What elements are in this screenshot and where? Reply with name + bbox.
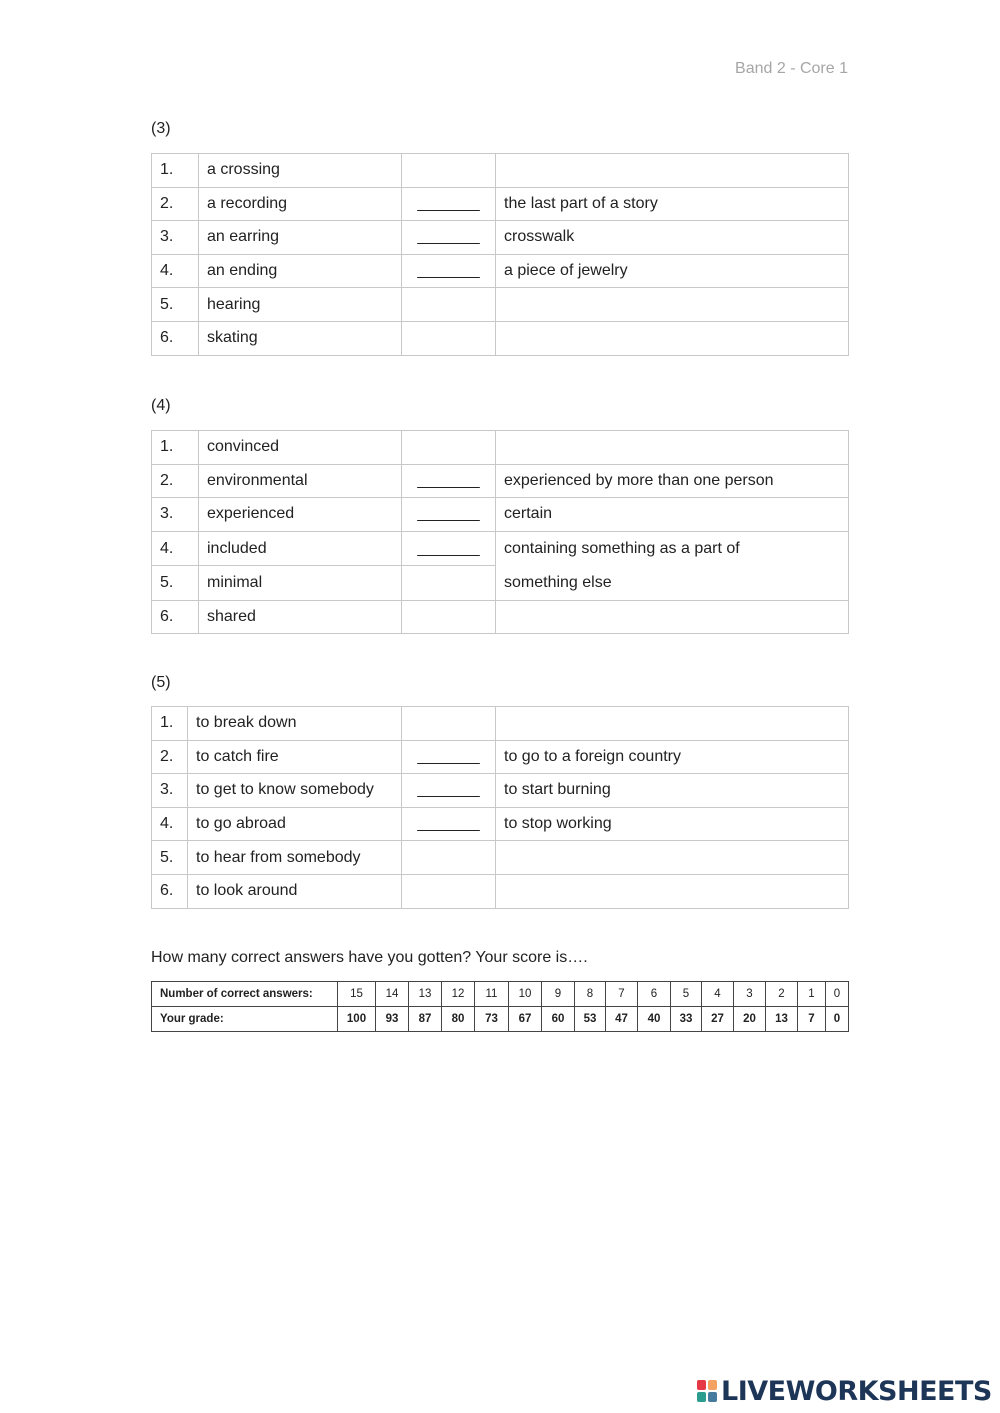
answer-blank[interactable]: _______	[402, 498, 496, 532]
section-5-label: (5)	[151, 674, 171, 691]
score-answers-row	[152, 982, 849, 1007]
answer-blank[interactable]: _______	[402, 187, 496, 221]
answer-count-cell: 11	[475, 982, 509, 1007]
answer-count-cell: 1	[798, 982, 826, 1007]
item-word: shared	[199, 600, 402, 634]
answer-blank[interactable]	[402, 600, 496, 634]
liveworksheets-logo-text: LIVEWORKSHEETS	[721, 1376, 992, 1407]
answer-count-cell: 15	[338, 982, 376, 1007]
grade-cell: 67	[509, 1007, 542, 1032]
section-4-label: (4)	[151, 397, 171, 414]
item-definition: to start burning	[496, 774, 849, 808]
answer-blank[interactable]: _______	[402, 774, 496, 808]
grade-cell: 60	[542, 1007, 575, 1032]
grade-cell: 33	[671, 1007, 702, 1032]
item-definition	[496, 321, 849, 355]
grade-cell: 20	[734, 1007, 766, 1032]
item-definition: a piece of jewelry	[496, 254, 849, 288]
table-row	[152, 600, 849, 634]
page-header: Band 2 - Core 1	[735, 60, 848, 77]
table-row	[152, 774, 849, 808]
table-row	[152, 321, 849, 355]
grade-cell: 0	[826, 1007, 849, 1032]
grade-cell: 80	[442, 1007, 475, 1032]
table-row	[152, 531, 849, 566]
grade-cell: 7	[798, 1007, 826, 1032]
grades-label: Your grade:	[152, 1007, 338, 1032]
table-row	[152, 431, 849, 465]
item-number: 1.	[152, 707, 188, 741]
item-definition-line: something else	[504, 573, 612, 591]
answer-count-cell: 14	[376, 982, 409, 1007]
item-number: 4.	[152, 254, 199, 288]
section-3-label: (3)	[151, 120, 171, 137]
answer-count-cell: 8	[575, 982, 606, 1007]
matching-table-5	[151, 706, 849, 909]
table-row	[152, 874, 849, 908]
table-row	[152, 841, 849, 875]
item-number: 1.	[152, 154, 199, 188]
item-definition	[496, 154, 849, 188]
table-row	[152, 740, 849, 774]
grade-cell: 87	[409, 1007, 442, 1032]
grade-cell: 53	[575, 1007, 606, 1032]
item-number: 6.	[152, 874, 188, 908]
item-word: an ending	[199, 254, 402, 288]
answer-count-cell: 3	[734, 982, 766, 1007]
matching-table-3	[151, 153, 849, 356]
item-number: 6.	[152, 321, 199, 355]
item-number: 3.	[152, 221, 199, 255]
item-word: minimal	[199, 566, 402, 601]
score-grades-row	[152, 1007, 849, 1032]
answer-blank[interactable]: _______	[402, 221, 496, 255]
answer-blank[interactable]	[402, 431, 496, 465]
answer-blank[interactable]: _______	[402, 807, 496, 841]
answer-count-cell: 12	[442, 982, 475, 1007]
item-word: experienced	[199, 498, 402, 532]
item-definition: crosswalk	[496, 221, 849, 255]
table-row	[152, 498, 849, 532]
answer-count-cell: 4	[702, 982, 734, 1007]
grade-cell: 47	[606, 1007, 638, 1032]
item-definition	[496, 874, 849, 908]
answer-blank[interactable]: _______	[402, 531, 496, 566]
table-row	[152, 254, 849, 288]
item-number: 5.	[152, 841, 188, 875]
answer-blank[interactable]	[402, 841, 496, 875]
item-definition: experienced by more than one person	[496, 464, 849, 498]
item-number: 3.	[152, 498, 199, 532]
grade-cell: 73	[475, 1007, 509, 1032]
grade-cell: 27	[702, 1007, 734, 1032]
item-number: 1.	[152, 431, 199, 465]
answer-blank[interactable]	[402, 874, 496, 908]
item-definition	[496, 707, 849, 741]
table-row	[152, 154, 849, 188]
item-definition-line: containing something as a part of	[504, 539, 740, 557]
answer-count-cell: 5	[671, 982, 702, 1007]
answer-count-cell: 6	[638, 982, 671, 1007]
item-word: skating	[199, 321, 402, 355]
item-number: 4.	[152, 807, 188, 841]
item-definition	[496, 531, 849, 600]
answer-blank[interactable]	[402, 154, 496, 188]
table-row	[152, 807, 849, 841]
item-number: 2.	[152, 464, 199, 498]
table-row	[152, 464, 849, 498]
answer-blank[interactable]: _______	[402, 740, 496, 774]
grade-cell: 93	[376, 1007, 409, 1032]
item-word: convinced	[199, 431, 402, 465]
item-number: 4.	[152, 531, 199, 566]
item-definition: to stop working	[496, 807, 849, 841]
table-row	[152, 187, 849, 221]
answer-count-cell: 7	[606, 982, 638, 1007]
answer-blank[interactable]: _______	[402, 464, 496, 498]
grade-cell: 13	[766, 1007, 798, 1032]
liveworksheets-logo-icon	[697, 1380, 719, 1404]
item-number: 5.	[152, 288, 199, 322]
item-number: 2.	[152, 187, 199, 221]
answer-blank[interactable]: _______	[402, 254, 496, 288]
item-number: 5.	[152, 566, 199, 601]
grade-cell: 100	[338, 1007, 376, 1032]
answer-count-cell: 0	[826, 982, 849, 1007]
item-definition	[496, 288, 849, 322]
liveworksheets-logo	[697, 1376, 992, 1407]
answer-count-cell: 10	[509, 982, 542, 1007]
item-definition: the last part of a story	[496, 187, 849, 221]
item-word: to look around	[188, 874, 402, 908]
item-word: included	[199, 531, 402, 566]
answer-blank[interactable]	[402, 566, 496, 601]
item-definition	[496, 600, 849, 634]
answer-count-cell: 13	[409, 982, 442, 1007]
item-word: a crossing	[199, 154, 402, 188]
item-number: 2.	[152, 740, 188, 774]
item-word: to catch fire	[188, 740, 402, 774]
answer-count-cell: 9	[542, 982, 575, 1007]
item-word: to break down	[188, 707, 402, 741]
score-question: How many correct answers have you gotten? Your score is….	[151, 949, 588, 966]
answer-blank[interactable]	[402, 288, 496, 322]
table-row	[152, 288, 849, 322]
matching-table-4	[151, 430, 849, 634]
item-number: 6.	[152, 600, 199, 634]
answer-blank[interactable]	[402, 707, 496, 741]
grade-cell: 40	[638, 1007, 671, 1032]
answer-count-cell: 2	[766, 982, 798, 1007]
item-word: a recording	[199, 187, 402, 221]
item-definition: to go to a foreign country	[496, 740, 849, 774]
item-definition: certain	[496, 498, 849, 532]
item-word: to go abroad	[188, 807, 402, 841]
score-table	[151, 981, 849, 1032]
item-definition	[496, 841, 849, 875]
answers-label: Number of correct answers:	[152, 982, 338, 1007]
item-word: to get to know somebody	[188, 774, 402, 808]
table-row	[152, 707, 849, 741]
item-word: an earring	[199, 221, 402, 255]
answer-blank[interactable]	[402, 321, 496, 355]
table-row	[152, 221, 849, 255]
item-word: to hear from somebody	[188, 841, 402, 875]
item-number: 3.	[152, 774, 188, 808]
item-word: hearing	[199, 288, 402, 322]
item-definition	[496, 431, 849, 465]
item-word: environmental	[199, 464, 402, 498]
